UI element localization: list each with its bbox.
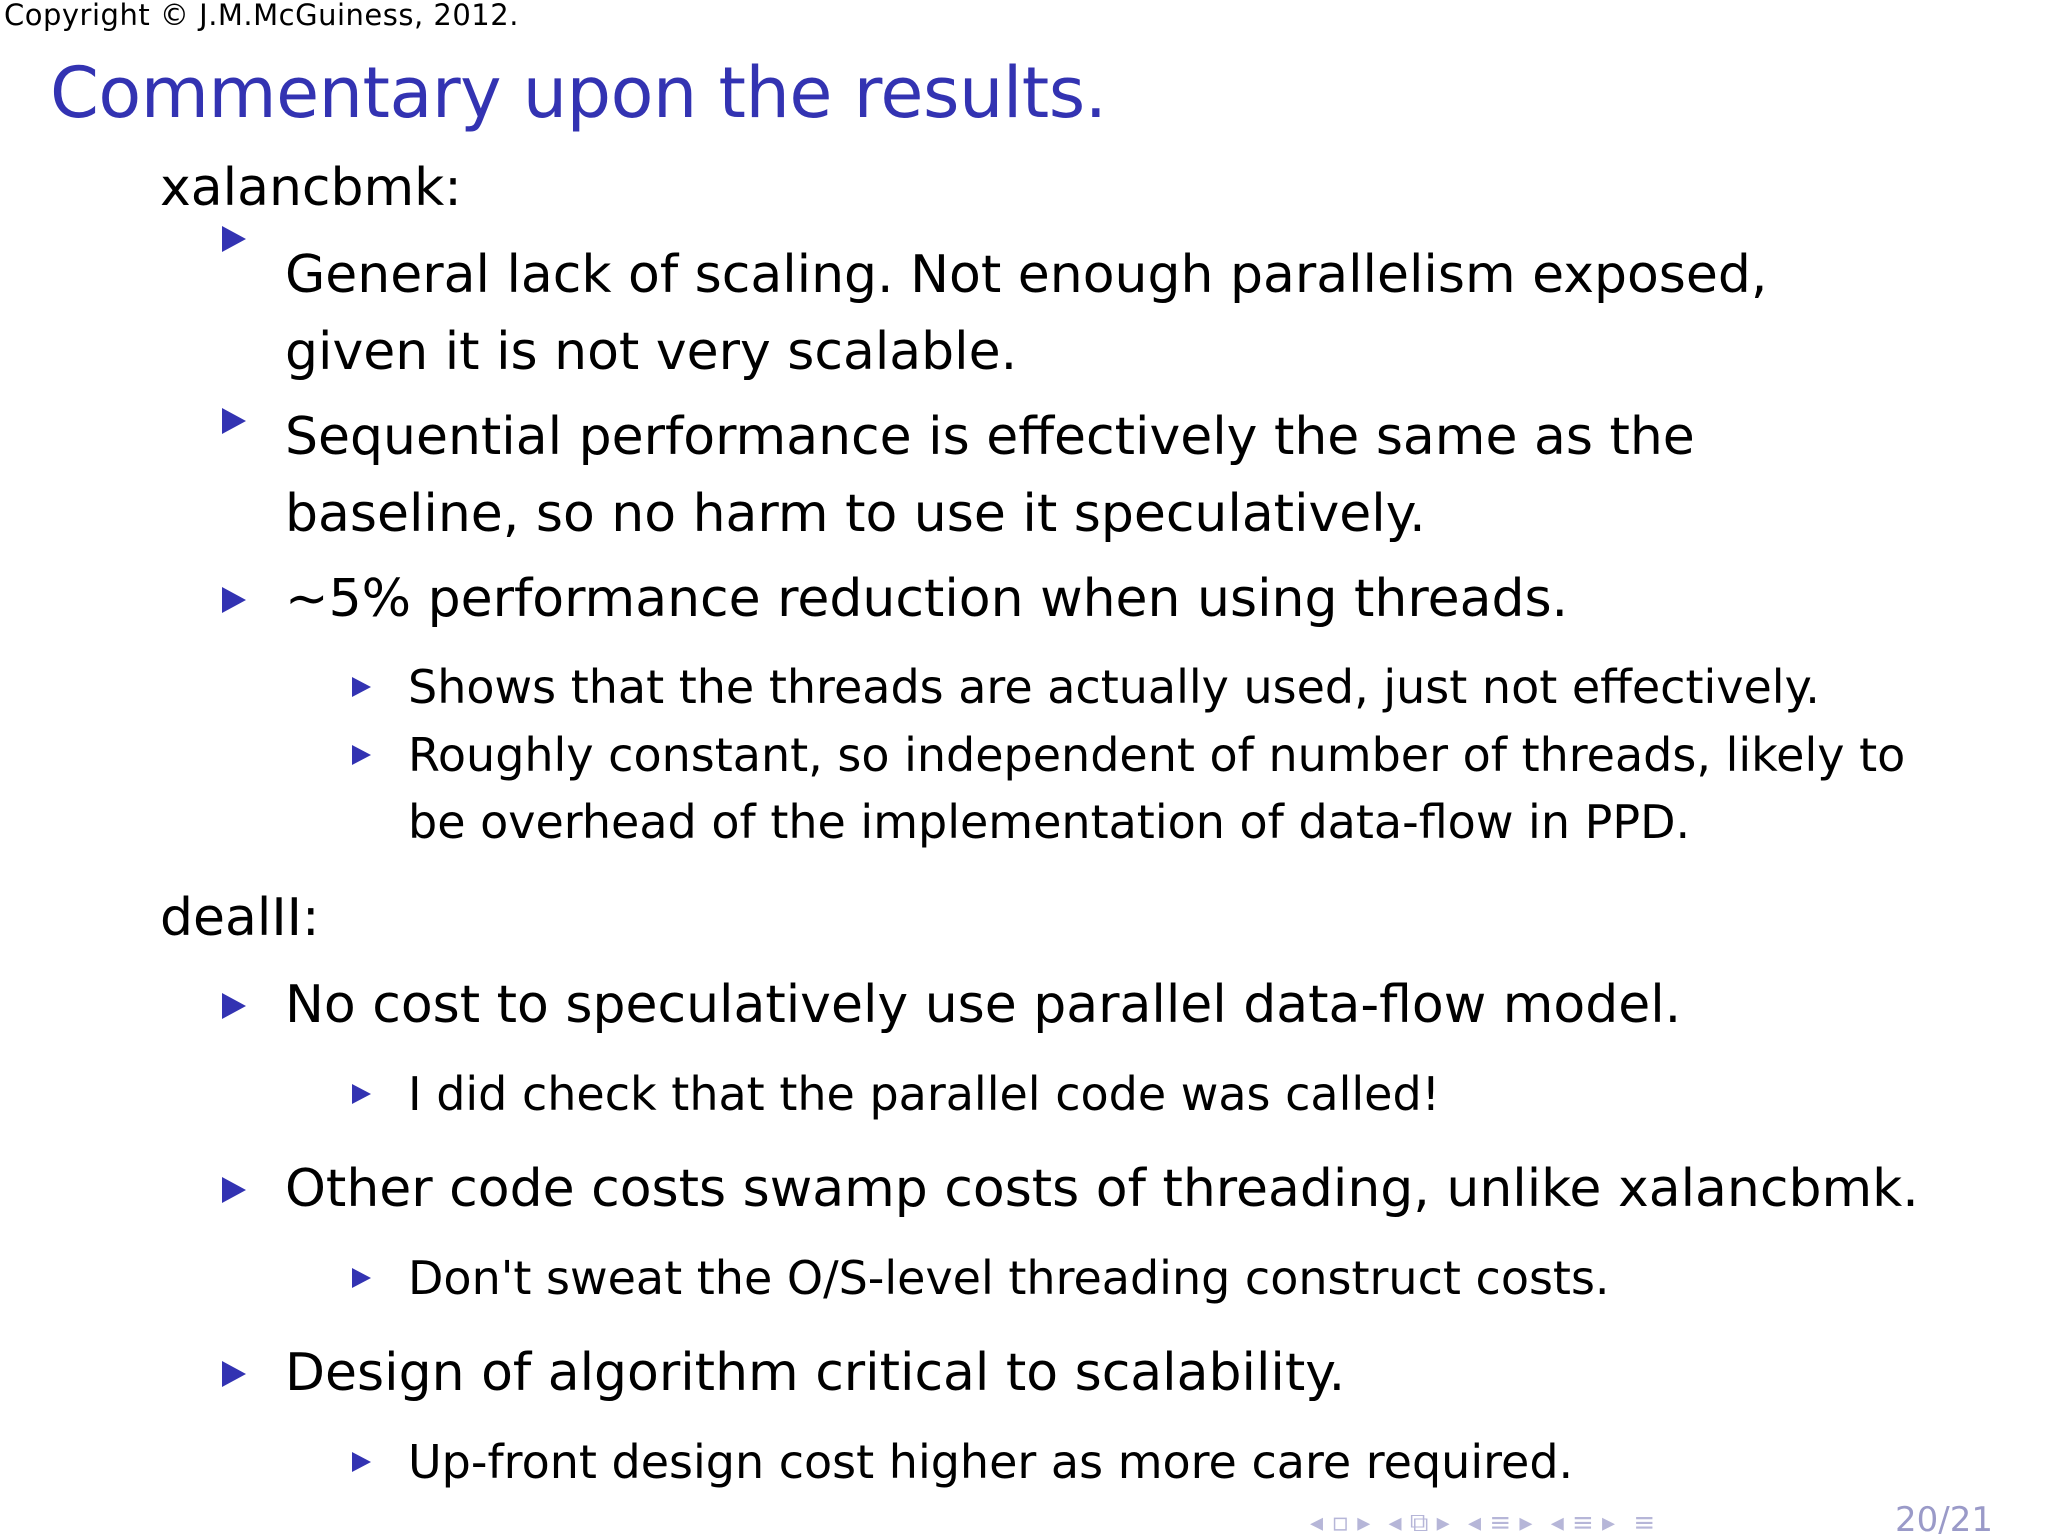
bullet-icon: [352, 745, 371, 765]
sub-list-item: Up-front design cost higher as more care required.: [408, 1435, 1574, 1489]
list-item: No cost to speculatively use parallel data-flow model.: [285, 975, 1682, 1035]
page-number: 20/21: [1895, 1500, 1993, 1536]
slide-title: Commentary upon the results.: [50, 52, 1107, 134]
list-item: Other code costs swamp costs of threading, unlike xalancbmk.: [285, 1159, 1919, 1219]
nav-frame-icon[interactable]: ◂ ⧉ ▸: [1388, 1508, 1450, 1536]
bullet-icon: [222, 226, 246, 252]
bullet-icon: [222, 587, 246, 613]
bullet-icon: [222, 1177, 246, 1203]
section-label-xalancbmk: xalancbmk:: [160, 158, 462, 218]
sub-list-item: Roughly constant, so independent of number of threads, likely to be overhead of the implementation of data-flow in PPD.: [408, 728, 1906, 849]
bullet-icon: [222, 993, 246, 1019]
list-item: Sequential performance is effectively the same as the baseline, so no harm to use it speculatively.: [285, 407, 1695, 544]
bullet-icon: [352, 1268, 371, 1288]
sub-list-item: Shows that the threads are actually used, just not effectively.: [408, 660, 1820, 714]
bullet-icon: [352, 1084, 371, 1104]
list-item: Design of algorithm critical to scalability.: [285, 1343, 1346, 1403]
list-item: General lack of scaling. Not enough parallelism exposed, given it is not very scalable.: [285, 245, 1768, 382]
copyright-notice: Copyright © J.M.McGuiness, 2012.: [4, 0, 519, 32]
nav-first-icon[interactable]: ◂ ▫ ▸: [1310, 1508, 1371, 1536]
section-label-dealii: dealII:: [160, 888, 320, 948]
list-item: ~5% performance reduction when using threads.: [285, 569, 1569, 629]
sub-list-item: Don't sweat the O/S-level threading construct costs.: [408, 1251, 1610, 1305]
nav-section-icon[interactable]: ◂ ≡ ▸: [1468, 1508, 1533, 1536]
bullet-icon: [222, 1361, 246, 1387]
bullet-icon: [352, 677, 371, 697]
bullet-icon: [352, 1452, 371, 1472]
sub-list-item: I did check that the parallel code was called!: [408, 1067, 1441, 1121]
beamer-navigation: [1310, 1508, 1665, 1536]
bullet-icon: [222, 408, 246, 434]
nav-subsection-icon[interactable]: ◂ ≡ ▸: [1550, 1508, 1616, 1536]
nav-search-icon[interactable]: ≡: [1633, 1508, 1656, 1536]
